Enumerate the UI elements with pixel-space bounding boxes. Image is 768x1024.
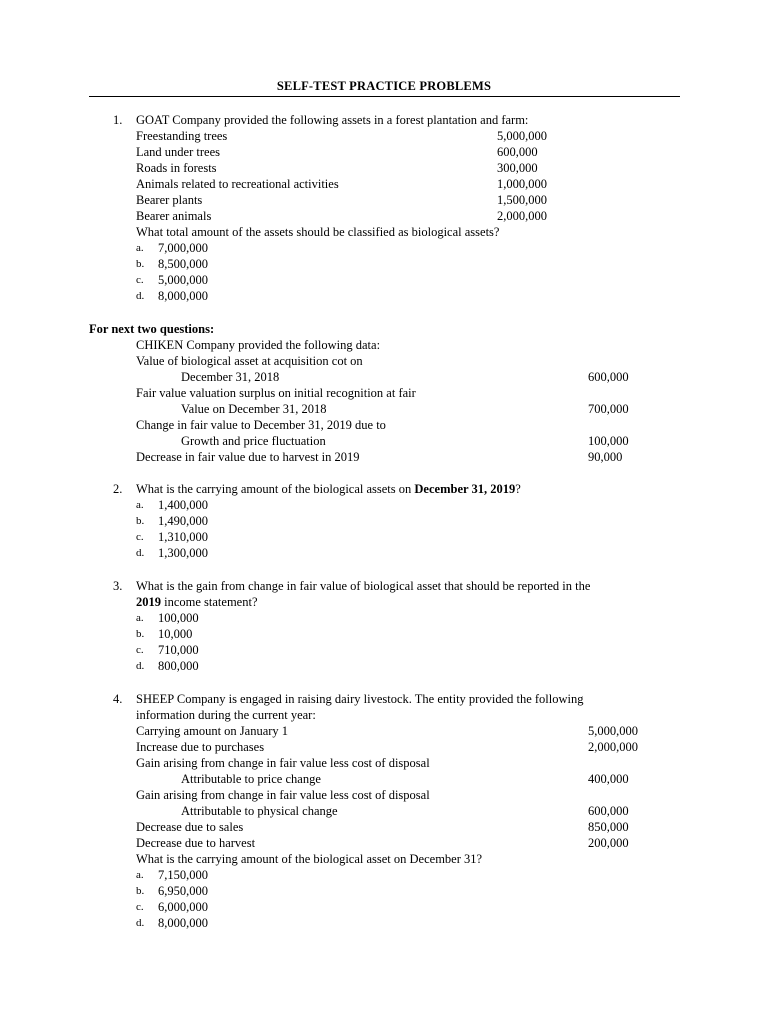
q2-stem (136, 481, 521, 497)
page-title: SELF-TEST PRACTICE PROBLEMS (276, 79, 492, 93)
data-amount: 5,000,000 (588, 724, 638, 738)
q3-number: 3. (113, 579, 123, 593)
option-letter: a. (136, 869, 144, 881)
data-amount: 2,000,000 (588, 740, 638, 754)
data-line: Decrease due to harvest (136, 836, 256, 850)
option-letter: a. (136, 242, 144, 254)
option-value: 710,000 (158, 643, 199, 657)
data-line: December 31, 2018 (181, 370, 280, 384)
q4-number: 4. (113, 692, 123, 706)
option-value: 6,950,000 (158, 884, 208, 898)
option-value: 6,000,000 (158, 900, 208, 914)
option-letter: d. (136, 917, 145, 929)
data-amount: 90,000 (588, 450, 623, 464)
q1-question: What total amount of the assets should be classified as biological assets? (136, 225, 500, 239)
option-letter: c. (136, 274, 144, 286)
q3-stem-year: 2019 (136, 595, 161, 609)
q2-number: 2. (113, 482, 123, 496)
data-line: Decrease in fair value due to harvest in 2019 (136, 450, 360, 464)
data-line: Change in fair value to December 31, 2019 due to (136, 418, 386, 432)
q3-stem-line2 (136, 594, 258, 610)
data-line: Increase due to purchases (136, 740, 265, 754)
q1-stem: GOAT Company provided the following assets in a forest plantation and farm: (136, 113, 529, 127)
data-line: Value on December 31, 2018 (181, 402, 327, 416)
data-amount: 850,000 (588, 820, 629, 834)
option-value: 7,150,000 (158, 868, 208, 882)
option-letter: c. (136, 531, 144, 543)
data-amount: 700,000 (588, 402, 629, 416)
title-underline (89, 96, 680, 97)
data-line: Fair value valuation surplus on initial recognition at fair (136, 386, 416, 400)
q4-stem-line2: information during the current year: (136, 708, 316, 722)
q1-item-amount: 300,000 (497, 161, 538, 175)
q1-item-amount: 1,500,000 (497, 193, 547, 207)
data-line: Gain arising from change in fair value less cost of disposal (136, 756, 430, 770)
data-line: Value of biological asset at acquisition cot on (136, 354, 363, 368)
q2-stem-end: ? (515, 482, 521, 496)
q3-stem-text: income statement? (161, 595, 258, 609)
data-line: Attributable to price change (181, 772, 321, 786)
option-value: 10,000 (158, 627, 193, 641)
q1-item-label: Animals related to recreational activities (136, 177, 339, 191)
option-letter: b. (136, 628, 145, 640)
data-line: Attributable to physical change (181, 804, 338, 818)
option-value: 100,000 (158, 611, 199, 625)
option-value: 1,310,000 (158, 530, 208, 544)
section-heading: For next two questions: (89, 322, 215, 336)
data-line: Decrease due to sales (136, 820, 244, 834)
q1-item-label: Land under trees (136, 145, 220, 159)
q1-item-amount: 600,000 (497, 145, 538, 159)
option-letter: c. (136, 644, 144, 656)
option-value: 5,000,000 (158, 273, 208, 287)
option-letter: a. (136, 499, 144, 511)
option-letter: b. (136, 258, 145, 270)
option-value: 1,300,000 (158, 546, 208, 560)
option-value: 8,000,000 (158, 916, 208, 930)
option-letter: d. (136, 547, 145, 559)
option-letter: a. (136, 612, 144, 624)
q4-stem: SHEEP Company is engaged in raising dairy livestock. The entity provided the following (136, 692, 584, 706)
option-value: 8,000,000 (158, 289, 208, 303)
q1-item-amount: 1,000,000 (497, 177, 547, 191)
next-two-intro: CHIKEN Company provided the following data: (136, 338, 381, 352)
q3-stem: What is the gain from change in fair value of biological asset that should be reported in the (136, 579, 591, 593)
option-value: 800,000 (158, 659, 199, 673)
option-value: 8,500,000 (158, 257, 208, 271)
option-value: 7,000,000 (158, 241, 208, 255)
option-letter: b. (136, 885, 145, 897)
option-value: 1,400,000 (158, 498, 208, 512)
q1-item-label: Bearer plants (136, 193, 203, 207)
data-line: Carrying amount on January 1 (136, 724, 289, 738)
q2-stem-text: What is the carrying amount of the biological assets on (136, 482, 415, 496)
data-amount: 600,000 (588, 370, 629, 384)
q1-item-amount: 5,000,000 (497, 129, 547, 143)
data-amount: 600,000 (588, 804, 629, 818)
option-letter: d. (136, 290, 145, 302)
data-amount: 400,000 (588, 772, 629, 786)
q1-item-amount: 2,000,000 (497, 209, 547, 223)
q1-item-label: Bearer animals (136, 209, 212, 223)
data-line: Growth and price fluctuation (181, 434, 326, 448)
q1-item-label: Freestanding trees (136, 129, 228, 143)
data-amount: 100,000 (588, 434, 629, 448)
q1-item-label: Roads in forests (136, 161, 217, 175)
option-letter: b. (136, 515, 145, 527)
data-amount: 200,000 (588, 836, 629, 850)
option-value: 1,490,000 (158, 514, 208, 528)
option-letter: c. (136, 901, 144, 913)
q1-number: 1. (113, 113, 123, 127)
q2-stem-date: December 31, 2019 (414, 482, 516, 496)
q4-question: What is the carrying amount of the biological asset on December 31? (136, 852, 483, 866)
option-letter: d. (136, 660, 145, 672)
data-line: Gain arising from change in fair value less cost of disposal (136, 788, 430, 802)
